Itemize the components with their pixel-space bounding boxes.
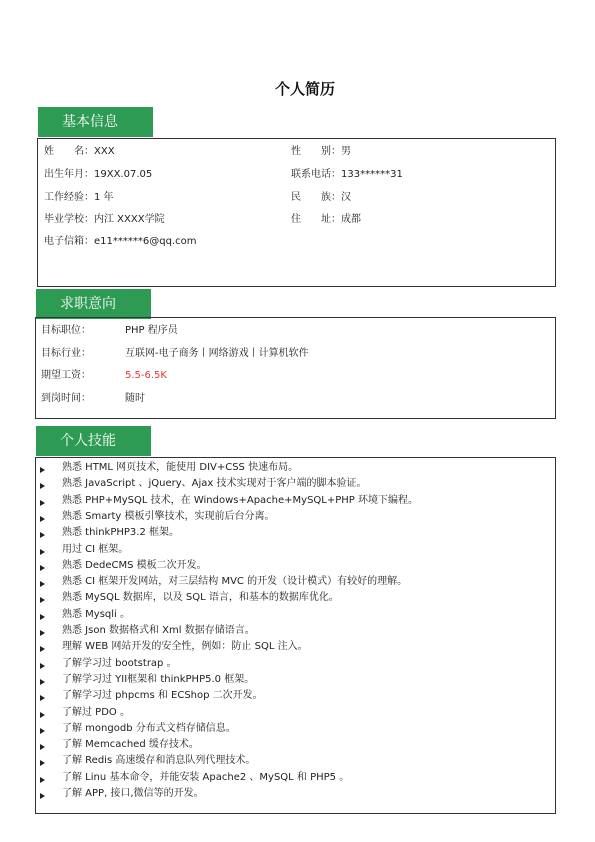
bullet-arrow-icon [40,565,45,571]
basic-label: 电子信箱： [44,236,94,247]
skill-item: 熟悉 DedeCMS 模板二次开发。 [62,559,207,571]
skill-item: 熟悉 CI 框架开发网站，对三层结构 MVC 的开发（设计模式）有较好的理解。 [62,576,408,588]
bullet-arrow-icon [40,760,45,766]
section-header-basic: 基本信息 [38,107,153,137]
page-title: 个人简历 [274,80,335,98]
bullet-arrow-icon [40,728,45,734]
basic-label: 工作经验： [44,192,94,203]
basic-value: 1 年 [94,192,114,203]
basic-row-birth [44,169,152,181]
basic-row-school [44,214,165,226]
skill-item: 熟悉 MySQL 数据库，以及 SQL 语言，和基本的数据库优化。 [62,592,339,604]
basic-label: 联系电话： [291,169,341,180]
intent-label-salary: 期望工资： [41,370,91,381]
bullet-arrow-icon [40,549,45,555]
basic-value: 133******31 [341,169,403,180]
basic-row-email [44,236,196,248]
intent-box [35,317,556,419]
bullet-arrow-icon [40,614,45,620]
basic-value: 男 [341,146,351,157]
basic-row-name [44,146,115,158]
intent-label-start: 到岗时间： [41,393,91,404]
bullet-arrow-icon [40,646,45,652]
skill-item: 了解 Linu 基本命令，并能安装 Apache2 、MySQL 和 PHP5 。 [62,771,350,783]
basic-value: 成都 [341,214,361,225]
bullet-arrow-icon [40,516,45,522]
skill-item: 了解 mongodb 分布式文档存储信息。 [62,722,236,734]
basic-info-box [37,138,556,287]
bullet-arrow-icon [40,777,45,783]
basic-label: 毕业学校： [44,214,94,225]
bullet-arrow-icon [40,581,45,587]
basic-row-phone [291,169,403,181]
intent-value-position: PHP 程序员 [125,325,178,336]
skill-item: 了解 Redis 高速缓存和消息队列代理技术。 [62,755,256,767]
bullet-arrow-icon [40,744,45,750]
bullet-arrow-icon [40,597,45,603]
section-header-intent: 求职意向 [36,289,151,319]
skill-item: 熟悉 JavaScript 、jQuery、Ajax 技术实现对于客户端的脚本验证。 [62,478,367,490]
skill-item: 熟悉 HTML 网页技术，能使用 DIV+CSS 快速布局。 [62,462,299,473]
intent-value-salary: 5.5-6.5K [125,370,167,381]
bullet-arrow-icon [40,793,45,799]
basic-row-ethnicity [291,192,351,204]
section-header-skills: 个人技能 [36,426,151,456]
skill-item: 了解 Memcached 缓存技术。 [62,739,199,751]
skills-box [35,457,556,814]
bullet-arrow-icon [40,663,45,669]
basic-value: 内江 XXXX学院 [94,214,165,225]
intent-label-position: 目标职位： [41,325,91,336]
skill-item: 熟悉 Json 数据格式和 Xml 数据存储语言。 [62,625,255,636]
bullet-arrow-icon [40,532,45,538]
basic-row-gender [291,146,351,158]
intent-value-industry: 互联网-电子商务丨网络游戏丨计算机软件 [125,348,309,359]
basic-label: 姓 名： [44,146,94,157]
skill-item: 理解 WEB 网站开发的安全性，例如：防止 SQL 注入。 [62,641,308,653]
basic-label: 住 址： [291,214,341,225]
skill-item: 了解学习过 phpcms 和 ECShop 二次开发。 [62,690,263,702]
bullet-arrow-icon [40,467,45,473]
basic-label: 性 别： [291,146,341,157]
skill-item: 了解学习过 YII框架和 thinkPHP5.0 框架。 [62,673,255,685]
basic-label: 出生年月： [44,169,94,180]
skill-item: 熟悉 Smarty 模板引擎技术，实现前后台分离。 [62,510,275,522]
basic-row-experience [44,192,114,204]
basic-row-address [291,214,361,226]
basic-value: XXX [94,146,115,157]
bullet-arrow-icon [40,630,45,636]
bullet-arrow-icon [40,695,45,701]
basic-value: 19XX.07.05 [94,169,153,180]
bullet-arrow-icon [40,483,45,489]
bullet-arrow-icon [40,500,45,506]
skill-item: 了解过 PDO 。 [62,706,130,718]
skill-item: 了解学习过 bootstrap 。 [62,657,177,669]
skill-item: 熟悉 Mysqli 。 [62,608,131,620]
intent-label-industry: 目标行业： [41,348,91,359]
skill-item: 了解 APP, 接口,微信等的开发。 [62,788,204,799]
skill-item: 用过 CI 框架。 [62,543,129,555]
basic-value: e11******6@qq.com [94,236,197,247]
basic-value: 汉 [341,192,351,203]
intent-value-start: 随时 [125,393,145,404]
skill-item: 熟悉 thinkPHP3.2 框架。 [62,527,180,539]
basic-label: 民 族： [291,192,341,203]
bullet-arrow-icon [40,679,45,685]
skill-item: 熟悉 PHP+MySQL 技术，在 Windows+Apache+MySQL+PHP 环境下编程。 [62,494,419,506]
bullet-arrow-icon [40,712,45,718]
